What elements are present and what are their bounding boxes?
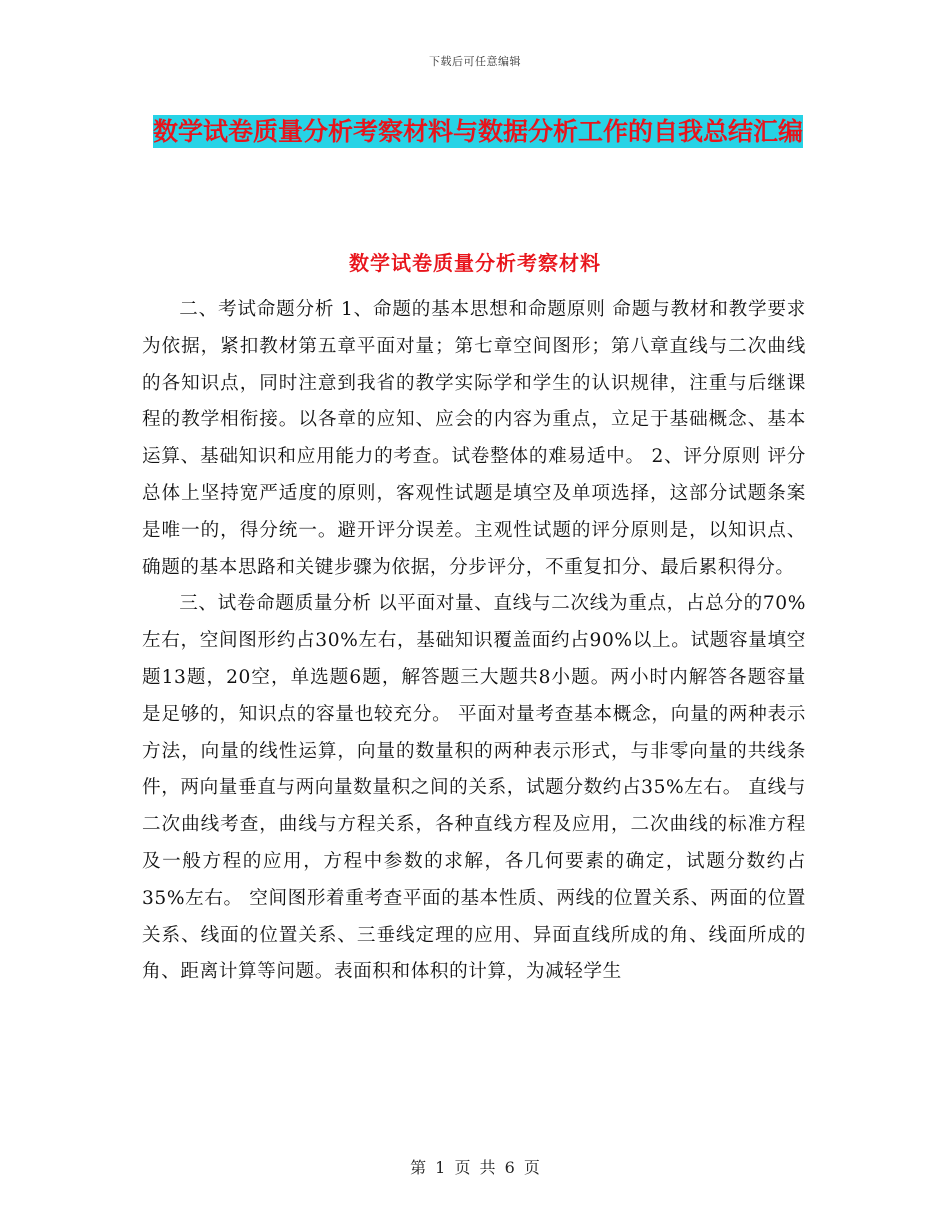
paragraph-exam-analysis: 二、考试命题分析 1、命题的基本思想和命题原则 命题与教材和教学要求为依据，紧扣教材第五章平面对量；第七章空间图形；第八章直线与二次曲线的各知识点，同时注意到我省的教学实际学和学生的认识规律，注重与后继课程的教学相衔接。以各章的应知、应会的内容为重点，立足于基础概念、基本运算、基础知识和应用能力的考查。试卷整体的难易适中。 2、评分原则 评分总体上坚持宽严适度的原则，客观性试题是填空及单项选择，这部分试题条案是唯一的，得分统一。避开评分误差。主观性试题的评分原则是，以知识点、确题的基本思路和关键步骤为依据，分步评分，不重复扣分、最后累积得分。: [142, 299, 806, 578]
document-title-highlight: 数学试卷质量分析考察材料与数据分析工作的自我总结汇编: [152, 117, 803, 146]
document-title: [140, 108, 816, 155]
page-number-footer: 第 1 页 共 6 页: [410, 1158, 540, 1177]
paragraph-quality-analysis: 三、试卷命题质量分析 以平面对量、直线与二次线为重点，占总分的70%左右，空间图形约占30%左右，基础知识覆盖面约占90%以上。试题容量填空题13题，20空，单选题6题，解答题三大题共8小题。两小时内解答各题容量是足够的，知识点的容量也较充分。 平面对量考查基本概念，向量的两种表示方法，向量的线性运算，向量的数量积的两种表示形式，与非零向量的共线条件，两向量垂直与两向量数量积之间的关系，试题分数约占35%左右。 直线与二次曲线考查，曲线与方程关系，各种直线方程及应用，二次曲线的标准方程及一般方程的应用，方程中参数的求解，各几何要素的确定，试题分数约占35%左右。 空间图形着重考查平面的基本性质、两线的位置关系、两面的位置关系、线面的位置关系、三垂线定理的应用、异面直线所成的角、线面所成的角、距离计算等问题。表面积和体积的计算，为减轻学生: [142, 593, 806, 983]
document-body: [142, 292, 806, 991]
section-title: 数学试卷质量分析考察材料: [349, 251, 601, 275]
header-note: 下载后可任意编辑: [429, 55, 521, 68]
